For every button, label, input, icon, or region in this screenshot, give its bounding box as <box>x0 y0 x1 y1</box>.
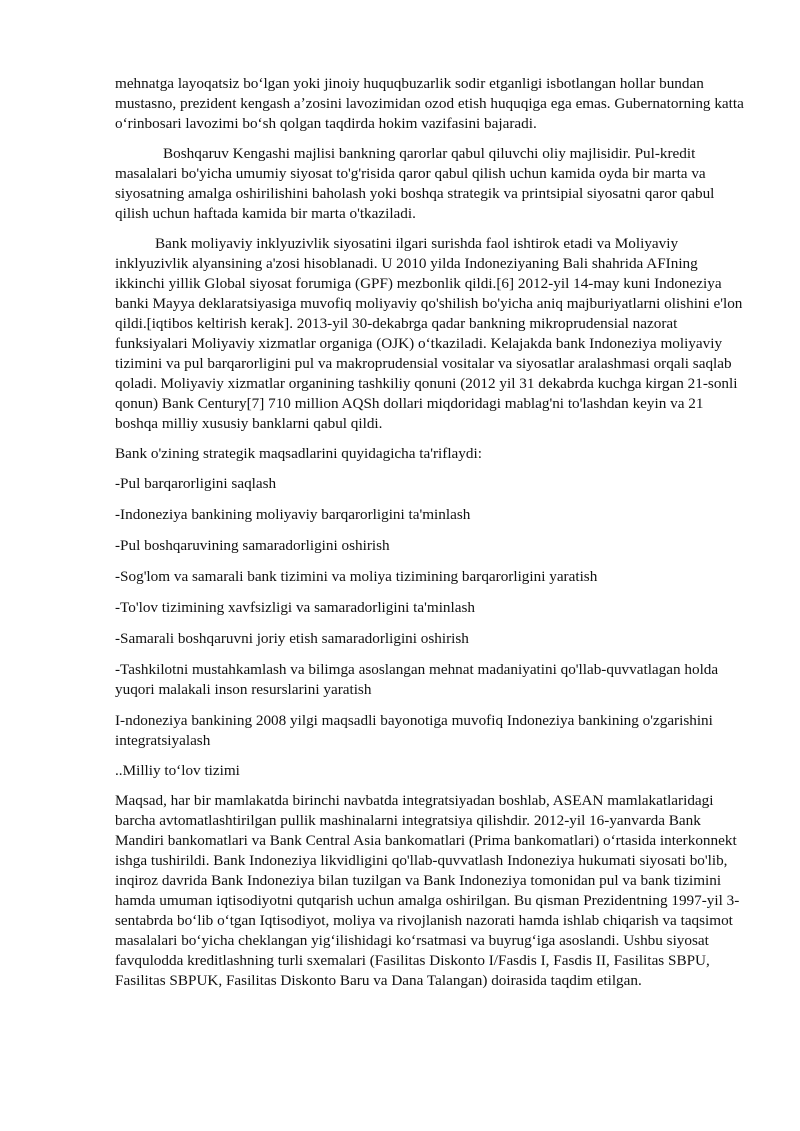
goal-item-monetary-management: -Pul boshqaruvining samaradorligini oshirish <box>115 537 390 554</box>
paragraph-board-meeting: Boshqaruv Kengashi majlisi bankning qarorlar qabul qiluvchi oliy majlisidir. Pul-kredit masalalari bo'yicha umumiy siyosat to'g'risida qaror qabul qilish uchun kamida oyda bir marta va siyosatning amalga oshirilishini baholash yoki boshqa strategik va printsipial siyosatni qaror qabul qilish uchun haftada kamida bir marta o'tkaziladi. <box>115 145 715 222</box>
paragraph-president-powers: mehnatga layoqatsiz boʻlgan yoki jinoiy huquqbuzarlik sodir etganligi isbotlangan hollar bundan mustasno, prezident kengash aʼzosini lavozimidan ozod etish huquqiga ega emas. Gubernatorning katta oʻrinbosari lavozimi boʻsh qolgan taqdirda hokim vazifasini bajaradi. <box>115 75 744 132</box>
paragraph-transformation: I-ndoneziya bankining 2008 yilgi maqsadli bayonotiga muvofiq Indoneziya bankining o'zgarishini integratsiyalash <box>115 712 713 749</box>
goal-item-human-resources: -Tashkilotni mustahkamlash va bilimga asoslangan mehnat madaniyatini qo'llab-quvvatlagan holda yuqori malakali inson resurslarini yaratish <box>115 661 719 698</box>
paragraph-strategic-goals-intro: Bank o'zining strategik maqsadlarini quyidagicha ta'riflaydi: <box>115 445 482 462</box>
paragraph-financial-inclusion: Bank moliyaviy inklyuzivlik siyosatini ilgari surishda faol ishtirok etadi va Moliyaviy inklyuzivlik alyansining a'zosi hisoblanadi. U 2010 yilda Indoneziyaning Bali shahrida AFIning ikkinchi yillik Global siyosat forumiga (GPF) mezbonlik qildi.[6] 2012-yil 14-may kuni Indoneziya banki Mayya deklaratsiyasiga muvofiq moliyaviy qo'shilish bo'yicha aniq majburiyatlarni olishini e'lon qildi.[iqtibos keltirish kerak]. 2013-yil 30-dekabrga qadar bankning mikroprudensial nazorat funksiyalari Moliyaviy xizmatlar organiga (OJK) oʻtkaziladi. Kelajakda bank Indoneziya moliyaviy tizimini va pul barqarorligini pul va makroprudensial vositalar va siyosatlar aralashmasi orqali saqlab qoladi. Moliyaviy xizmatlar organining tashkiliy qonuni (2012 yil 31 dekabrda kuchga kirgan 21-sonli qonun) Bank Century[7] 710 million AQSh dollari miqdoridagi mablag'ni to'lashdan keyin va 21 boshqa milliy xususiy banklarni qabul qildi. <box>115 235 743 432</box>
paragraph-asean-integration: Maqsad, har bir mamlakatda birinchi navbatda integratsiyadan boshlab, ASEAN mamlakatlaridagi barcha avtomatlashtirilgan pullik mashinalarni integratsiya qilishdir. 2012-yil 16-yanvarda Bank Mandiri bankomatlari va Bank Central Asia bankomatlari (Prima bankomatlari) oʻrtasida interkonnekt ishga tushirildi. Bank Indoneziya likvidligini qo'llab-quvvatlash Indoneziya hukumati siyosati bo'lib, inqiroz davrida Bank Indoneziya bilan tuzilgan va Bank Indoneziya tomonidan pul va bank tizimini hamda umuman iqtisodiyotni qutqarish uchun amalga oshirilgan. Bu qisman Prezidentning 1997-yil 3-sentabrda boʻlib oʻtgan Iqtisodiyot, moliya va rivojlanish nazorati hamda ishlab chiqarish va taqsimot masalalari boʻyicha cheklangan yigʻilishidagi koʻrsatmasi va buyrugʻiga asoslandi. Ushbu siyosat favqulodda kreditlashning turli sxemalari (Fasilitas Diskonto I/Fasdis I, Fasdis II, Fasilitas SBPU, Fasilitas SBPUK, Fasilitas Diskonto Baru va Dana Talangan) doirasida taqdim etilgan. <box>115 792 740 989</box>
goal-item-financial-stability: -Indoneziya bankining moliyaviy barqarorligini ta'minlash <box>115 506 471 523</box>
document-page <box>115 74 745 1001</box>
goal-item-payment-system: -To'lov tizimining xavfsizligi va samaradorligini ta'minlash <box>115 599 475 616</box>
goal-item-banking-system: -Sog'lom va samarali bank tizimini va moliya tizimining barqarorligini yaratish <box>115 568 598 585</box>
goal-item-monetary-stability: -Pul barqarorligini saqlash <box>115 475 277 492</box>
goal-item-governance: -Samarali boshqaruvni joriy etish samaradorligini oshirish <box>115 630 469 647</box>
section-heading-payment-system: ..Milliy toʻlov tizimi <box>115 762 240 779</box>
